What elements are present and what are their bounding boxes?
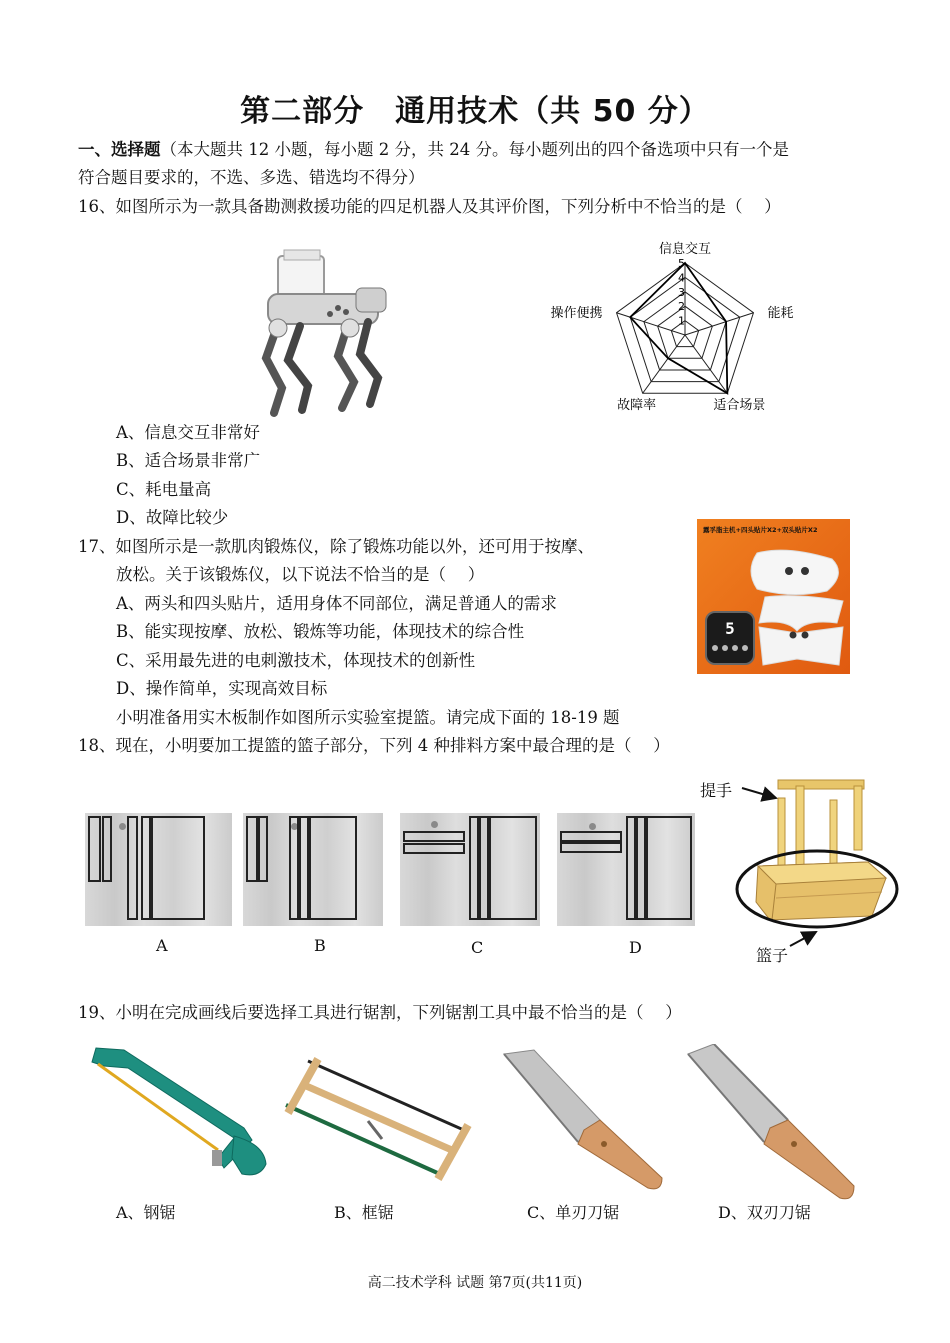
- radar-tick-label: 4: [678, 271, 685, 285]
- q19-stem: 19、小明在完成画线后要选择工具进行锯割，下列锯割工具中最不恰当的是（ ）: [78, 1003, 682, 1022]
- board-piece: [258, 816, 268, 882]
- instructions-line1: （本大题共 12 小题，每小题 2 分，共 24 分。每小题列出的四个备选项中只有一个是: [160, 140, 789, 159]
- section-heading: 一、选择题: [78, 140, 161, 159]
- radar-axis-label: 操作便携: [550, 305, 603, 321]
- robot-dog-image: [238, 248, 398, 418]
- board-piece: [469, 816, 479, 920]
- board-piece: [151, 816, 205, 920]
- q17-option-c[interactable]: C、采用最先进的电刺激技术，体现技术的创新性: [116, 651, 476, 670]
- board-piece: [309, 816, 357, 920]
- basket-label: 篮子: [756, 946, 789, 965]
- radar-tick-label: 3: [678, 285, 685, 299]
- q17-option-a[interactable]: A、两头和四头贴片，适用身体不同部位，满足普通人的需求: [116, 594, 557, 613]
- device-banner: 露孚脂主机+四头贴片X2+双头贴片X2: [703, 526, 818, 534]
- radar-tick-label: 5: [678, 257, 685, 270]
- board-piece: [299, 816, 309, 920]
- q19-option-c[interactable]: C、单刃刀锯: [527, 1203, 620, 1222]
- board-piece: [289, 816, 299, 920]
- board-piece: [246, 816, 258, 882]
- frame-saw-image: [278, 1055, 474, 1185]
- single-edge-saw-image: [500, 1048, 670, 1194]
- board-piece: [141, 816, 151, 920]
- q19-option-a[interactable]: A、钢锯: [116, 1203, 176, 1222]
- q16-option-c[interactable]: C、耗电量高: [116, 480, 212, 499]
- board-piece: [403, 831, 465, 842]
- radar-axis-label: 能耗: [767, 305, 794, 321]
- instructions-line2: 符合题目要求的，不选、多选、错选均不得分）: [78, 168, 425, 187]
- layout-option-b[interactable]: [243, 813, 383, 926]
- q17-option-d[interactable]: D、操作简单，实现高效目标: [116, 679, 328, 698]
- intro-18-19: 小明准备用实木板制作如图所示实验室提篮。请完成下面的 18-19 题: [116, 708, 620, 727]
- device-display: 5: [725, 619, 735, 638]
- handle-label: 提手: [700, 781, 733, 800]
- board-piece: [489, 816, 537, 920]
- section-instructions: [78, 136, 789, 164]
- radar-tick-label: 1: [678, 314, 685, 328]
- board-piece: [560, 831, 622, 842]
- evaluation-radar-chart: [540, 240, 800, 420]
- page-title: 第二部分 通用技术（共 50 分）: [240, 94, 710, 129]
- radar-tick-label: 2: [678, 300, 685, 314]
- q19-option-d[interactable]: D、双刃刀锯: [718, 1203, 811, 1222]
- q19-option-b[interactable]: B、框锯: [334, 1203, 394, 1222]
- q16-option-d[interactable]: D、故障比较少: [116, 508, 229, 527]
- muscle-device-image: [697, 519, 850, 674]
- q18-stem: 18、现在，小明要加工提篮的篮子部分，下列 4 种排料方案中最合理的是（ ）: [78, 736, 670, 755]
- q16-option-b[interactable]: B、适合场景非常广: [116, 451, 261, 470]
- board-piece: [403, 843, 465, 854]
- layout-option-c[interactable]: [400, 813, 540, 926]
- radar-axis-label: 信息交互: [658, 242, 712, 257]
- q17-stem-line1: 17、如图所示是一款肌肉锻炼仪，除了锻炼功能以外，还可用于按摩、: [78, 537, 594, 556]
- knot: [119, 823, 126, 830]
- board-piece: [127, 816, 138, 920]
- device-unit: [705, 611, 755, 665]
- knot: [589, 823, 596, 830]
- knot: [431, 821, 438, 828]
- board-piece: [646, 816, 692, 920]
- layout-option-a[interactable]: [85, 813, 232, 926]
- page-footer: 高二技术学科 试题 第7页(共11页): [367, 1275, 583, 1291]
- double-edge-saw-image: [684, 1044, 864, 1204]
- layout-option-d[interactable]: [557, 813, 695, 926]
- q17-option-b[interactable]: B、能实现按摩、放松、锻炼等功能，体现技术的综合性: [116, 622, 525, 641]
- board-piece: [479, 816, 489, 920]
- board-piece: [560, 842, 622, 853]
- layout-label-a: A: [156, 936, 168, 955]
- q16-option-a[interactable]: A、信息交互非常好: [116, 423, 260, 442]
- layout-label-b: B: [314, 936, 326, 955]
- hacksaw-image: [84, 1040, 274, 1180]
- radar-axis-label: 故障率: [617, 398, 657, 414]
- radar-axis-label: 适合场景: [713, 398, 766, 414]
- q16-stem: 16、如图所示为一款具备勘测救援功能的四足机器人及其评价图，下列分析中不恰当的是（ ）: [78, 197, 781, 216]
- layout-label-d: D: [629, 938, 642, 957]
- board-piece: [626, 816, 636, 920]
- board-piece: [102, 816, 112, 882]
- board-piece: [88, 816, 101, 882]
- layout-label-c: C: [471, 938, 484, 957]
- q17-stem-line2: 放松。关于该锻炼仪，以下说法不恰当的是（ ）: [116, 565, 485, 584]
- board-piece: [636, 816, 646, 920]
